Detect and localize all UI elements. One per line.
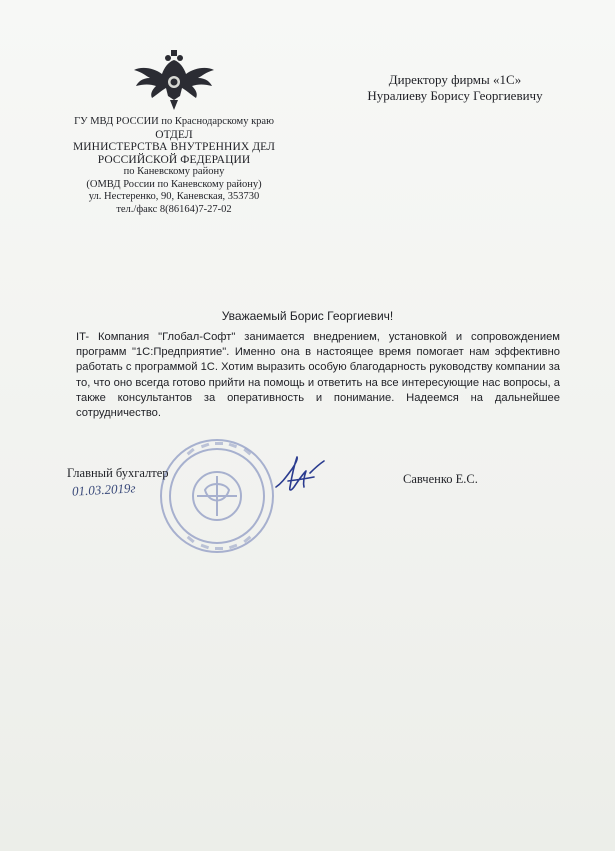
org-line: ОТДЕЛ xyxy=(155,128,193,141)
handwritten-signature-icon xyxy=(270,453,330,498)
signatory-role: Главный бухгалтер xyxy=(67,466,169,480)
org-address: ул. Нестеренко, 90, Каневская, 353730 xyxy=(88,191,260,202)
sender-letterhead xyxy=(60,116,288,216)
recipient-name: Нуралиеву Борису Георгиевичу xyxy=(367,88,543,103)
official-stamp-icon xyxy=(157,432,277,560)
org-line: МИНИСТЕРСТВА ВНУТРЕННИХ ДЕЛ xyxy=(72,141,276,153)
org-line: по Каневскому району xyxy=(123,166,225,177)
org-line: РОССИЙСКОЙ ФЕДЕРАЦИИ xyxy=(97,153,251,166)
handwritten-date: 01.03.2019г xyxy=(71,480,136,499)
letter-greeting: Уважаемый Борис Георгиевич! xyxy=(221,309,394,323)
org-line: ГУ МВД РОССИИ по Краснодарскому краю xyxy=(74,116,274,127)
double-headed-eagle-icon xyxy=(132,50,216,112)
recipient-position: Директору фирмы «1С» xyxy=(388,72,522,87)
letter-body: IT- Компания "Глобал-Софт" занимается внедрением, установкой и сопровождением программ "1С:Предприятие". Именно она в настоящее время помогает нам эффективно работать с программой 1С. Хотим выразить особую благодарность руководству компании за то, что оно всегда готово прийти на помощь и ответить на все интересующие нас вопросы, а также консультантов за оперативность и понимание. Надеемся на дальнейшее сотрудничество. xyxy=(76,331,560,420)
signer-name: Савченко Е.С. xyxy=(403,472,478,486)
org-line: (ОМВД России по Каневскому району) xyxy=(86,178,262,190)
org-phone: тел./факс 8(86164)7-27-02 xyxy=(116,203,232,215)
recipient-block xyxy=(360,72,550,104)
